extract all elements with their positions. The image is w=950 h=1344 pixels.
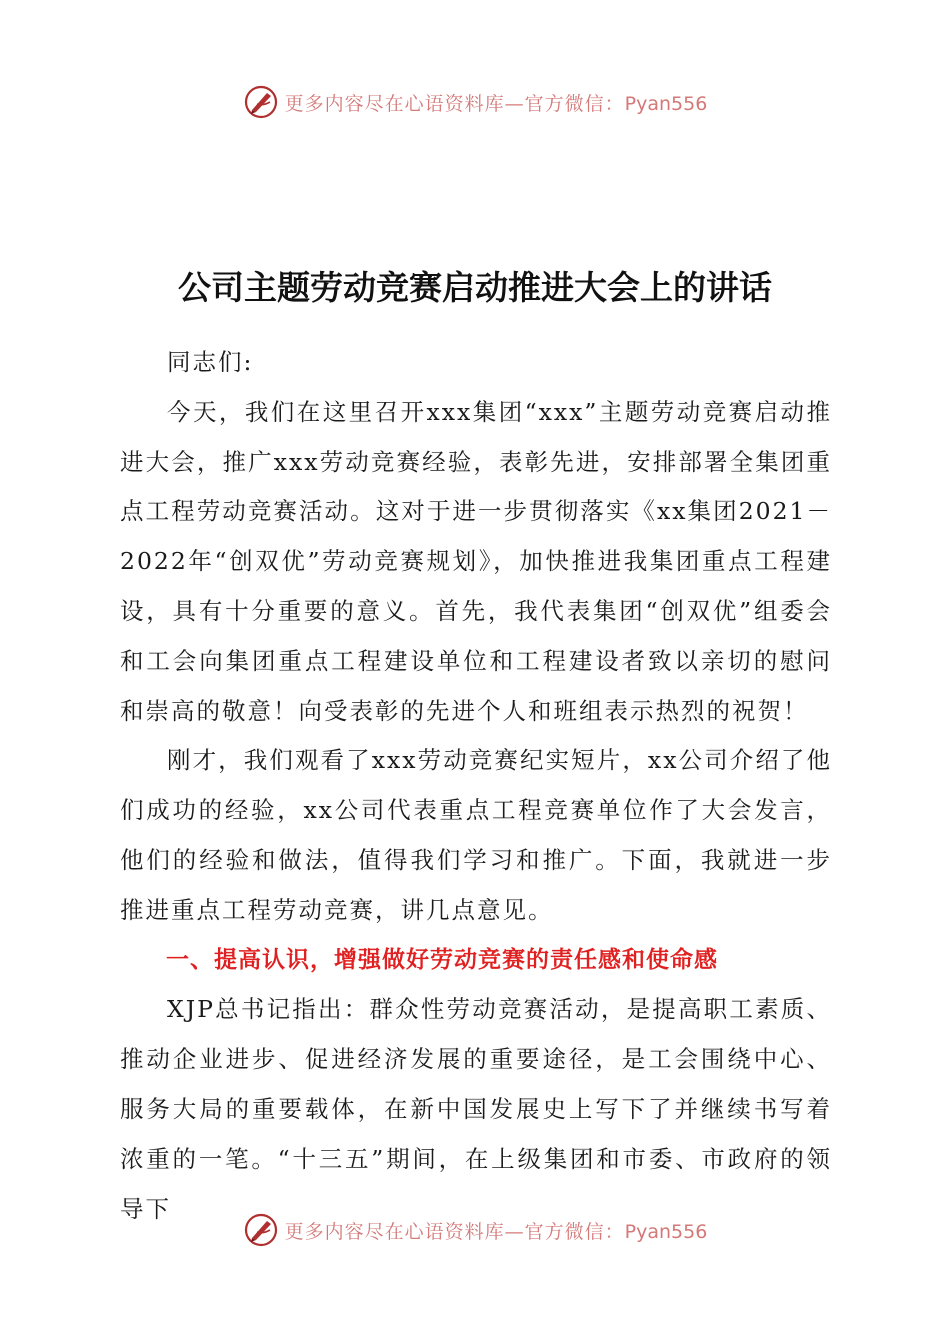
header-watermark <box>0 82 950 122</box>
watermark-handle: Pyan556 <box>624 92 708 115</box>
pen-logo-icon <box>243 1212 279 1248</box>
paragraph-1: 今天，我们在这里召开xxx集团“xxx”主题劳动竞赛启动推进大会，推广xxx劳动竞赛经验，表彰先进，安排部署全集团重点工程劳动竞赛活动。这对于进一步贯彻落实《xx集团2021－2022年“创双优”劳动竞赛规划》，加快推进我集团重点工程建设，具有十分重要的意义。首先，我代表集团“创双优”组委会和工会向集团重点工程建设单位和工程建设者致以亲切的慰问和崇高的敬意！向受表彰的先进个人和班组表示热烈的祝贺！ <box>120 397 832 725</box>
section-heading: 一、提高认识，增强做好劳动竞赛的责任感和使命感 <box>166 946 718 973</box>
paragraph-2: 刚才，我们观看了xxx劳动竞赛纪实短片，xx公司介绍了他们成功的经验，xx公司代表重点工程竞赛单位作了大会发言，他们的经验和做法，值得我们学习和推广。下面，我就进一步推进重点工程劳动竞赛，讲几点意见。 <box>120 746 832 924</box>
document-title: 公司主题劳动竞赛启动推进大会上的讲话 <box>178 268 772 307</box>
document-body <box>120 338 832 1234</box>
watermark-text: 更多内容尽在心语资料库—官方微信：Pyan556 <box>284 1220 708 1243</box>
watermark-handle: Pyan556 <box>624 1220 708 1243</box>
greeting: 同志们: <box>167 348 254 376</box>
footer-watermark <box>0 1210 950 1250</box>
pen-logo-icon <box>243 84 279 120</box>
section-paragraph: XJP总书记指出：群众性劳动竞赛活动，是提高职工素质、推动企业进步、促进经济发展的重要途径，是工会围绕中心、服务大局的重要载体，在新中国发展史上写下了并继续书写着浓重的一笔。“十三五”期间，在上级集团和市委、市政府的领导下 <box>120 995 832 1223</box>
watermark-text: 更多内容尽在心语资料库—官方微信：Pyan556 <box>284 92 708 115</box>
